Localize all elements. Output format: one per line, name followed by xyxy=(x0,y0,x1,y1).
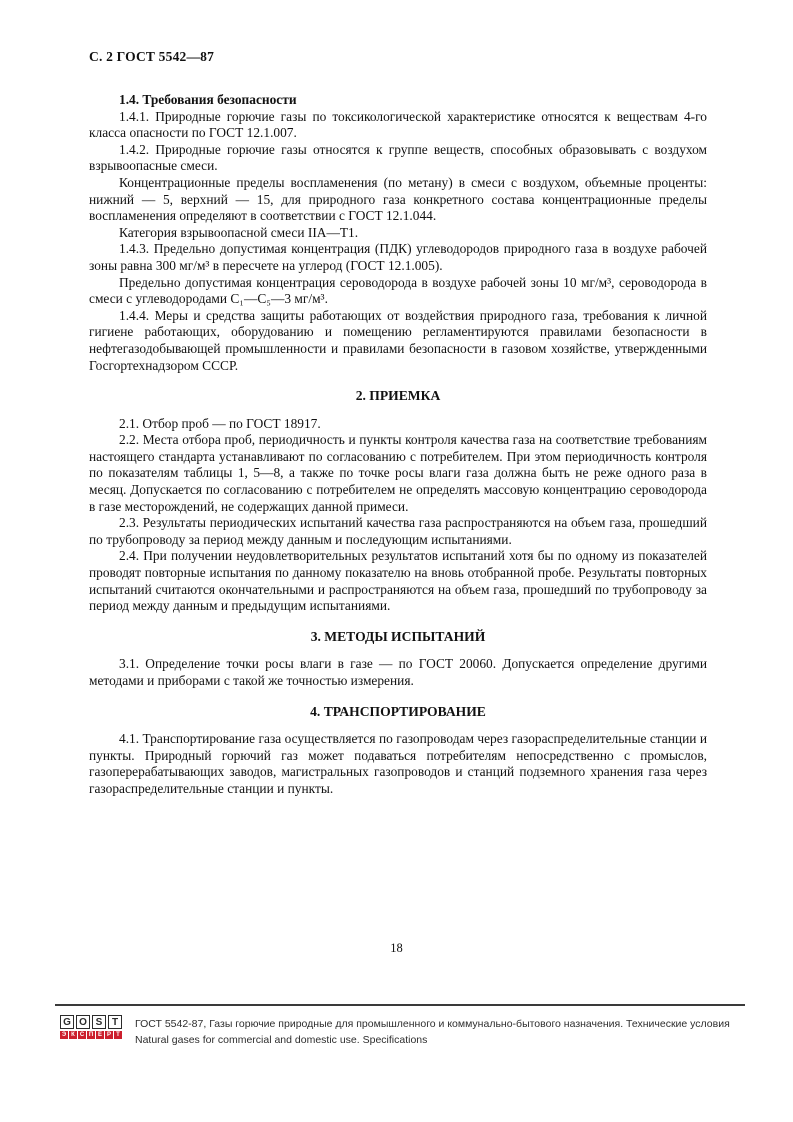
paragraph-1-4-1: 1.4.1. Природные горючие газы по токсикологической характеристике относятся к веществам 4-го класса опасности по ГОСТ 12.1.007. xyxy=(89,108,707,141)
logo-letter: П xyxy=(88,1032,94,1038)
paragraph-4-1: 4.1. Транспортирование газа осуществляется по газопроводам через газораспределительные станции и пункты. Природный горючий газ может подаваться потребителям непосредственно с промыслов, газоперерабатывающих заводов, магистральных газопроводов и станций подземного хранения газа через газораспределительные станции и пункты. xyxy=(89,731,707,796)
document-body xyxy=(89,92,707,798)
paragraph-2-2: 2.2. Места отбора проб, периодичность и пункты контроля качества газа на соответствие требованиям настоящего стандарта устанавливают по согласованию с потребителем. При этом периодичность контроля по показателям таблицы 1, 5—8, а также по точке росы влаги газа должна быть не реже одного раза в месяц. Допускается по согласованию с потребителем не определять массовую концентрацию сероводорода в газе месторождений, не содержащих данной примеси. xyxy=(89,432,707,514)
logo-letter: O xyxy=(76,1015,90,1029)
logo-letter: С xyxy=(79,1032,85,1038)
footer-line-en: Natural gases for commercial and domestic use. Specifications xyxy=(135,1034,428,1046)
logo-letter: T xyxy=(108,1015,122,1029)
section-2-title: 2. ПРИЕМКА xyxy=(355,388,441,404)
logo-letter: К xyxy=(69,1031,77,1039)
footer-divider xyxy=(55,1004,745,1006)
section-4-title: 4. ТРАНСПОРТИРОВАНИЕ xyxy=(310,703,486,719)
paragraph-1-4-3: 1.4.3. Предельно допустимая концентрация (ПДК) углеводородов природного газа в воздухе рабочей зоны равна 300 мг/м³ в пересчете на углерод (ГОСТ 12.1.005). xyxy=(89,241,707,273)
paragraph-3-1: 3.1. Определение точки росы влаги в газе — по ГОСТ 20060. Допускается определение другими методами и приборами с такой же точностью измерения. xyxy=(89,656,707,688)
section-1-4-heading: 1.4. Требования безопасности xyxy=(119,92,297,107)
paragraph-flammability-limits: Концентрационные пределы воспламенения (по метану) в смеси с воздухом, объемные проценты: нижний — 5, верхний — 15, для природного газа конкретного состава концентрационные пределы воспламенения определяют в соответствии с ГОСТ 12.1.044. xyxy=(89,174,707,224)
section-3-title: 3. МЕТОДЫ ИСПЫТАНИЙ xyxy=(310,628,486,644)
logo-letter: G xyxy=(60,1015,74,1029)
footer xyxy=(60,1015,730,1048)
paragraph-2-1: 2.1. Отбор проб — по ГОСТ 18917. xyxy=(119,415,321,431)
paragraph-2-4: 2.4. При получении неудовлетворительных результатов испытаний хотя бы по одному из показателей проводят повторные испытания по данному показателю на вновь отобранной пробе. Результаты повторных испытаний считаются окончательными и распространяются на объем газа, прошедший по трубопроводу за период между данным и предыдущим испытаниями. xyxy=(89,548,707,614)
gost-logo-letters xyxy=(60,1015,122,1029)
logo-letter: Р xyxy=(106,1032,111,1038)
logo-letter: Т xyxy=(114,1031,122,1039)
page-header: С. 2 ГОСТ 5542—87 xyxy=(89,49,215,64)
paragraph-2-3: 2.3. Результаты периодических испытаний качества газа распространяются на объем газа, прошедший по трубопроводу за период между данным и последующим испытаниями. xyxy=(89,515,707,547)
logo-letter: S xyxy=(92,1015,106,1029)
footer-line-ru: ГОСТ 5542-87, Газы горючие природные для промышленного и коммунально-бытового назначения. Технические условия xyxy=(135,1018,730,1030)
footer-text xyxy=(135,1015,730,1048)
paragraph-1-4-4: 1.4.4. Меры и средства защиты работающих от воздействия природного газа, требования к личной гигиене работающих, оборудованию и помещению регламентируются правилами безопасности в нефтегазодобывающей промышленности и правилами безопасности в газовом хозяйстве, утвержденными Госгортехнадзором СССР. xyxy=(89,307,707,373)
logo-letter: Е xyxy=(97,1032,102,1038)
logo-letter: Э xyxy=(61,1032,67,1038)
expert-logo-letters xyxy=(60,1031,122,1039)
paragraph-explosive-category: Категория взрывоопасной смеси IIА—Т1. xyxy=(119,224,359,240)
paragraph-h2s-limits: Предельно допустимая концентрация сероводорода в воздухе рабочей зоны 10 мг/м³, сероводорода в смеси с углеводородами С₁—С₅—3 мг/м³. xyxy=(89,274,707,307)
paragraph-1-4-2: 1.4.2. Природные горючие газы относятся к группе веществ, способных образовывать с воздухом взрывоопасные смеси. xyxy=(89,141,707,174)
gost-expert-logo xyxy=(60,1015,122,1039)
page-number: 18 xyxy=(390,941,403,955)
